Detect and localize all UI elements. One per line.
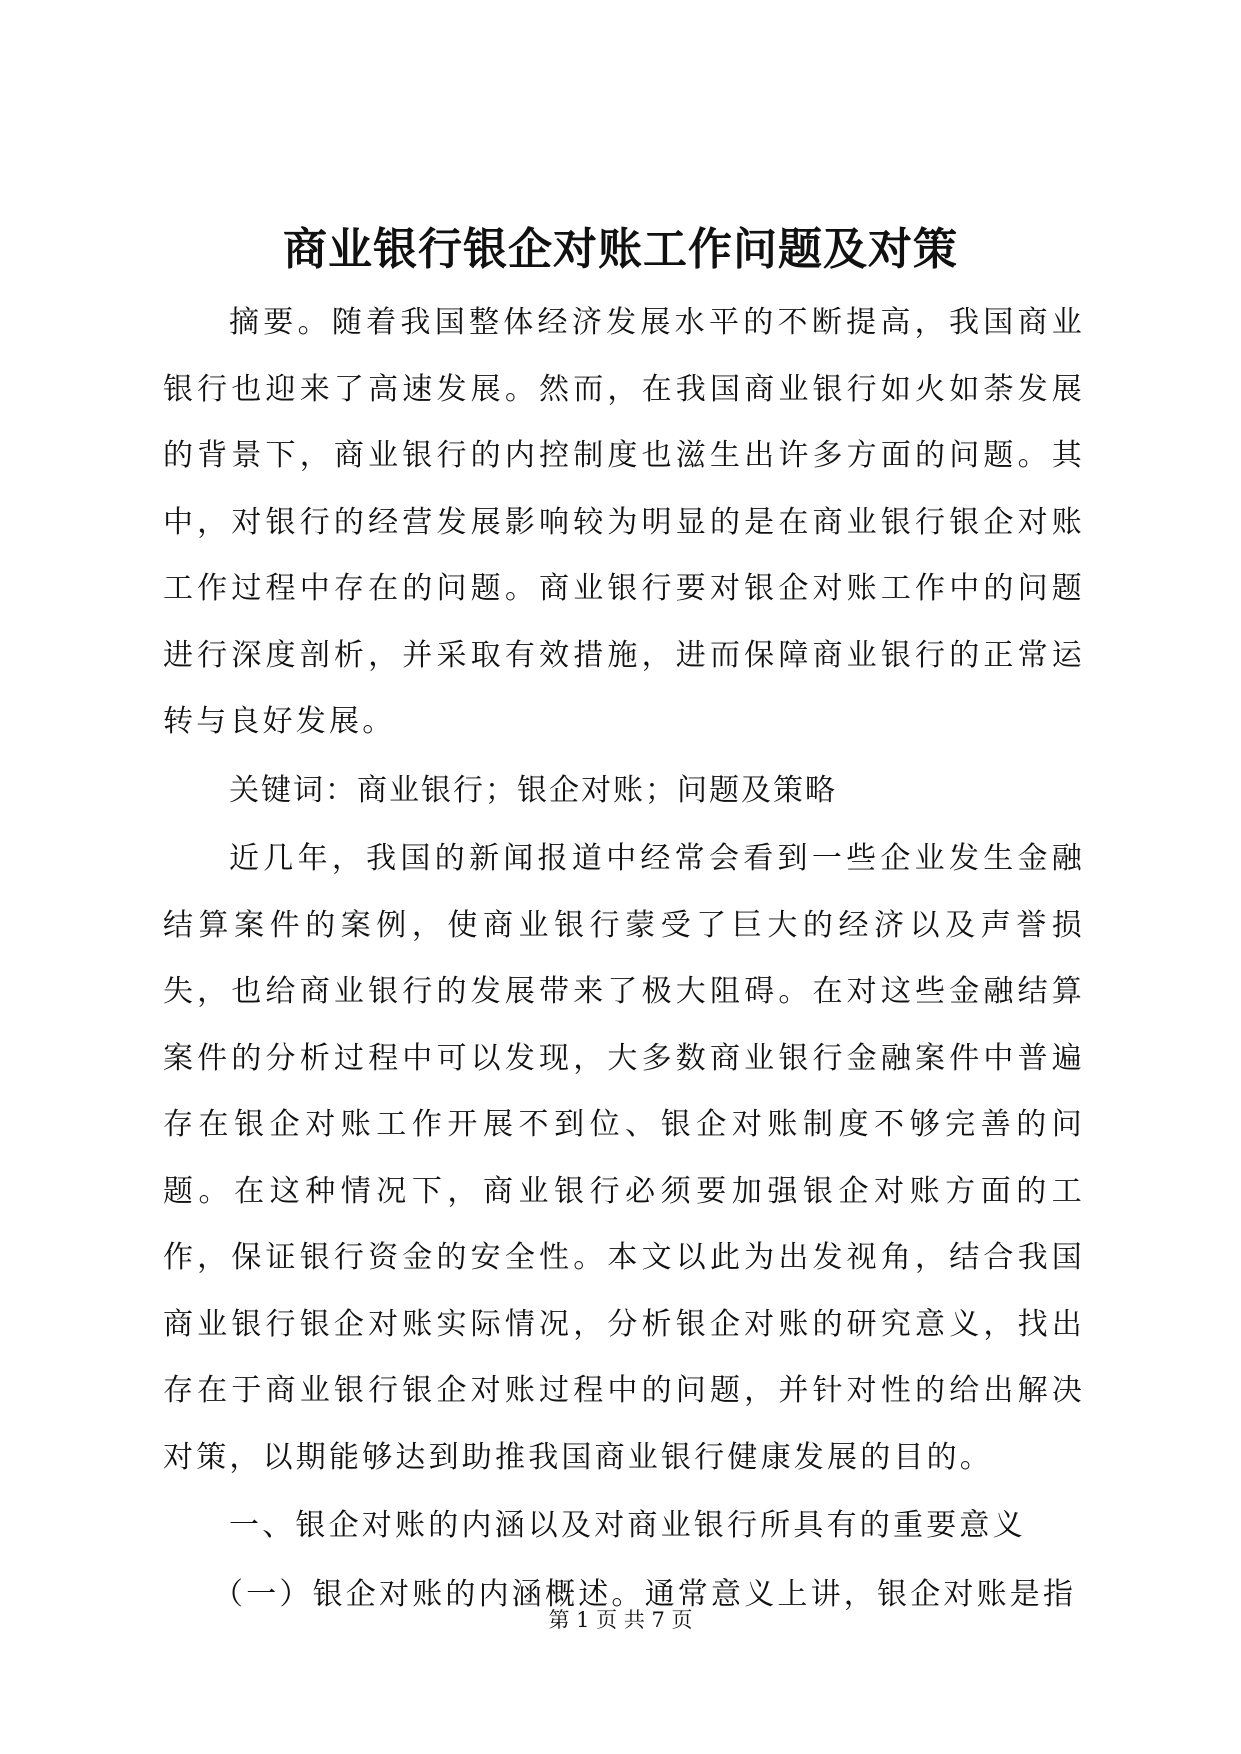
subsection-paragraph: （一）银企对账的内涵概述。通常意义上讲，银企对账是指 bbox=[213, 1576, 1077, 1612]
document-title: 商业银行银企对账工作问题及对策 bbox=[283, 224, 958, 275]
abstract-paragraph: 摘要。随着我国整体经济发展水平的不断提高，我国商业银行也迎来了高速发展。然而，在我国商业银行如火如荼发展的背景下，商业银行的内控制度也滋生出许多方面的问题。其中，对银行的经营发展影响较为明显的是在商业银行银企对账工作过程中存在的问题。商业银行要对银企对账工作中的问题进行深度剖析，并采取有效措施，进而保障商业银行的正常运转与良好发展。 bbox=[163, 305, 1085, 739]
section-heading: 一、银企对账的内涵以及对商业银行所具有的重要意义 bbox=[229, 1508, 1026, 1543]
intro-paragraph: 近几年，我国的新闻报道中经常会看到一些企业发生金融结算案件的案例，使商业银行蒙受了巨大的经济以及声誉损失，也给商业银行的发展带来了极大阻碍。在对这些金融结算案件的分析过程中可以发现，大多数商业银行金融案件中普遍存在银企对账工作开展不到位、银企对账制度不够完善的问题。在这种情况下，商业银行必须要加强银企对账方面的工作，保证银行资金的安全性。本文以此为出发视角，结合我国商业银行银企对账实际情况，分析银企对账的研究意义，找出存在于商业银行银企对账过程中的问题，并针对性的给出解决对策，以期能够达到助推我国商业银行健康发展的目的。 bbox=[163, 841, 1085, 1475]
document-body bbox=[163, 290, 1085, 1630]
keywords-paragraph: 关键词：商业银行；银企对账；问题及策略 bbox=[229, 772, 837, 808]
page-footer: 第 1 页 共 7 页 bbox=[548, 1608, 693, 1632]
